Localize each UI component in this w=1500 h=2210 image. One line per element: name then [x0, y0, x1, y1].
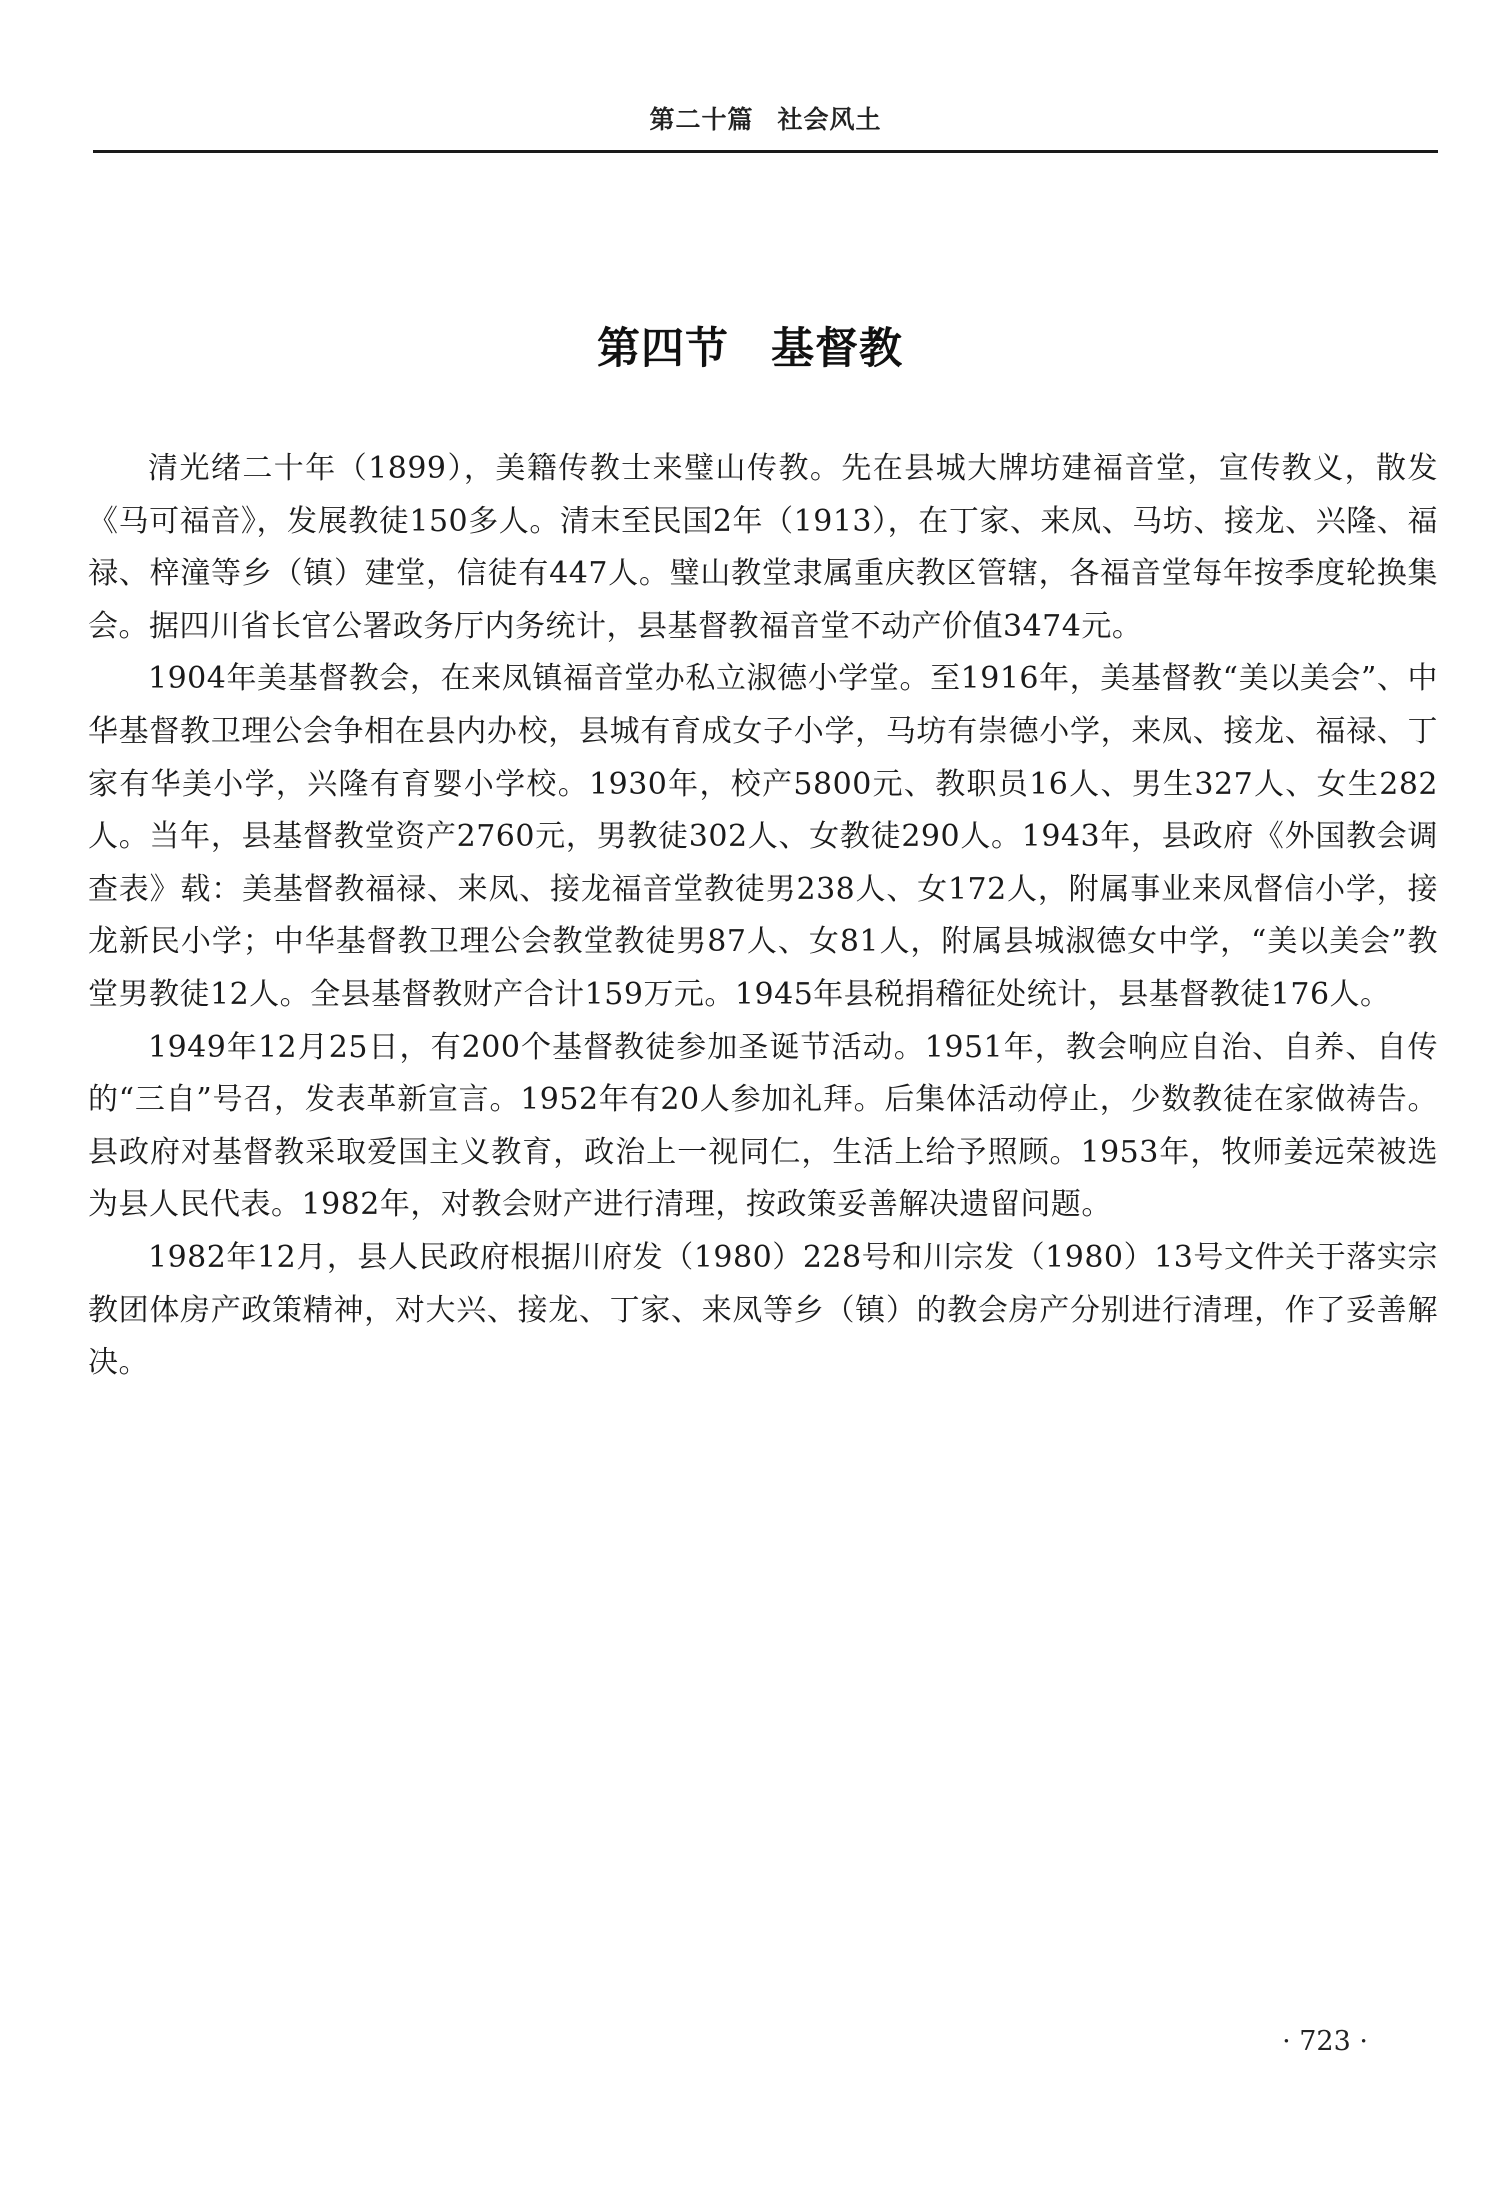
section-title-text: 基督教: [771, 324, 903, 374]
running-header: [93, 100, 1438, 152]
section-number: 第四节: [597, 324, 729, 374]
paragraph-2: 1904年美基督教会，在来凤镇福音堂办私立淑德小学堂。至1916年，美基督教“美以美会”、中华基督教卫理公会争相在县内办校，县城有育成女子小学，马坊有崇德小学，来凤、接龙、福禄、丁家有华美小学，兴隆有育婴小学校。1930年，校产5800元、教职员16人、男生327人、女生282人。当年，县基督教堂资产2760元，男教徒302人、女教徒290人。1943年，县政府《外国教会调查表》载：美基督教福禄、来凤、接龙福音堂教徒男238人、女172人，附属事业来凤督信小学，接龙新民小学；中华基督教卫理公会教堂教徒男87人、女81人，附属县城淑德女中学，“美以美会”教堂男教徒12人。全县基督教财产合计159万元。1945年县税捐稽征处统计，县基督教徒176人。: [88, 661, 1438, 1012]
header-part: 第二十篇: [649, 105, 754, 134]
paragraph-1: 清光绪二十年（1899），美籍传教士来璧山传教。先在县城大牌坊建福音堂，宣传教义，散发《马可福音》，发展教徒150多人。清末至民国2年（1913），在丁家、来凤、马坊、接龙、兴隆、福禄、梓潼等乡（镇）建堂，信徒有447人。璧山教堂隶属重庆教区管辖，各福音堂每年按季度轮换集会。据四川省长官公署政务厅内务统计，县基督教福音堂不动产价值3474元。: [88, 451, 1438, 644]
header-name: 社会风土: [777, 105, 882, 134]
section-heading: [0, 315, 1500, 376]
paragraph-3: 1949年12月25日，有200个基督教徒参加圣诞节活动。1951年，教会响应自治、自养、自传的“三自”号召，发表革新宣言。1952年有20人参加礼拜。后集体活动停止，少数教徒在家做祷告。县政府对基督教采取爱国主义教育，政治上一视同仁，生活上给予照顾。1953年，牧师姜远荣被选为县人民代表。1982年，对教会财产进行清理，按政策妥善解决遗留问题。: [88, 1029, 1438, 1223]
body-text: [88, 443, 1438, 1390]
page-number: · 723 ·: [1282, 2026, 1368, 2057]
header-divider: [93, 150, 1438, 153]
paragraph-4: 1982年12月，县人民政府根据川府发（1980）228号和川宗发（1980）13号文件关于落实宗教团体房产政策精神，对大兴、接龙、丁家、来凤等乡（镇）的教会房产分别进行清理，作了妥善解决。: [88, 1239, 1438, 1381]
